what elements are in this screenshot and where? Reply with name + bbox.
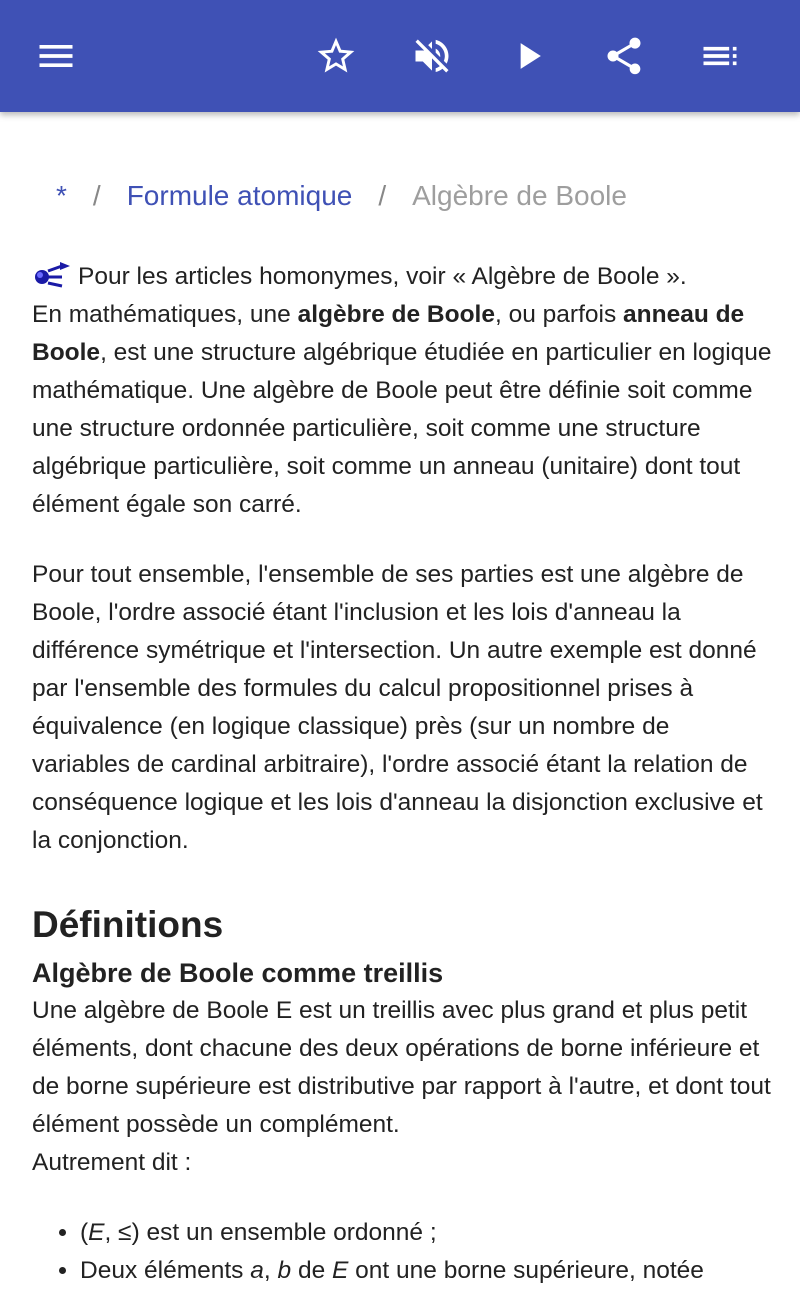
example-paragraph: Pour tout ensemble, l'ensemble de ses parties est une algèbre de Boole, l'ordre associé étant l'inclusion et les lois d'anneau la différence symétrique et l'intersection. Un autre exemple est donné par l'ensemble des formules du calcul propositionnel prises à équivalence (en logique classique) près (sur un nombre de variables de cardinal arbitraire), l'ordre associé étant la relation de conséquence logique et les lois d'anneau la disjonction exclusive et la conjonction. [32,561,763,854]
list-text: , [263,1257,278,1284]
share-button[interactable] [592,24,656,88]
breadcrumb [56,180,627,212]
breadcrumb-separator: / [378,180,387,211]
intro-text: En mathématiques, une [32,301,298,328]
star-icon [314,34,358,78]
math-var: E [88,1219,105,1246]
menu-button[interactable] [24,24,88,88]
math-var: E [332,1257,349,1284]
definition-list [32,1214,772,1290]
list-text: ont une borne supérieure, notée [348,1257,704,1284]
play-icon [506,34,550,78]
otherwise-said-text: Autrement dit : [32,1149,192,1176]
math-var: b [277,1257,292,1284]
subsection-heading: Algèbre de Boole comme treillis [32,958,444,988]
list-text: Deux éléments [80,1257,251,1284]
section-heading: Définitions [32,904,224,945]
article-body [32,258,772,1290]
list-item [80,1252,772,1290]
play-button[interactable] [496,24,560,88]
share-icon [602,34,646,78]
list-text: de [291,1257,333,1284]
breadcrumb-current: Algèbre de Boole [412,180,627,211]
toc-list-icon [698,34,742,78]
volume-off-icon [410,34,454,78]
favorite-button[interactable] [304,24,368,88]
homonymy-icon [32,260,72,288]
intro-text: , est une structure algébrique étudiée en particulier en logique mathématique. Une algèbre de Boole peut être définie soit comme une structure ordonnée particulière, soit comme une structure algébrique particulière, soit comme un anneau (unitaire) dont tout élément égale son carré. [32,339,772,518]
hatnote [32,258,772,296]
breadcrumb-home-link[interactable]: * [56,180,67,211]
hatnote-text: Pour les articles homonymes, voir « Algèbre de Boole ». [78,263,687,290]
definition-paragraph: Une algèbre de Boole E est un treillis avec plus grand et plus petit éléments, dont chacune des deux opérations de borne inférieure et de borne supérieure est distributive par rapport à l'autre, et dont tout élément possède un complément. [32,997,771,1138]
list-item [80,1214,772,1252]
mute-button[interactable] [400,24,464,88]
table-of-contents-button[interactable] [688,24,752,88]
breadcrumb-separator: / [92,180,101,211]
intro-text: , ou parfois [495,301,624,328]
breadcrumb-parent-link[interactable]: Formule atomique [126,180,353,211]
menu-icon [34,34,78,78]
math-var: a [250,1257,264,1284]
intro-bold-term: anneau de Boole [32,301,745,366]
intro-bold-term: algèbre de Boole [297,301,495,328]
intro-paragraph [32,296,772,524]
list-text: ( [80,1219,89,1246]
app-toolbar [0,0,800,112]
list-text: , ≤) est un ensemble ordonné ; [104,1219,437,1246]
